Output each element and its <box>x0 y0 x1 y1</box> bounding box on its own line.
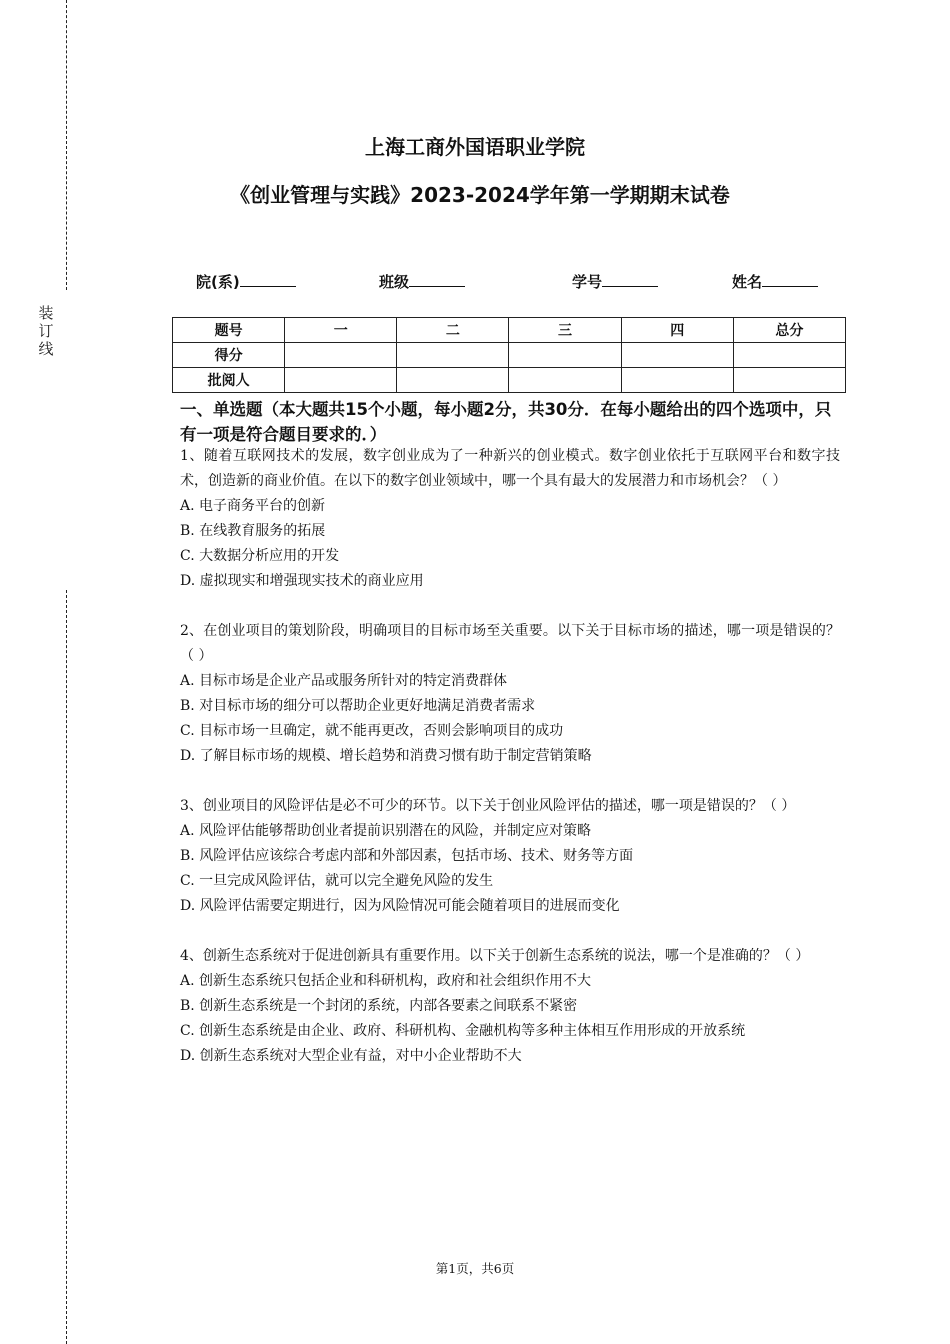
name-field[interactable] <box>732 270 818 292</box>
question-list <box>180 444 840 1094</box>
binding-char: 订 <box>38 322 54 340</box>
score-header-cell: 一 <box>285 318 397 343</box>
reviewer-cell[interactable] <box>397 368 509 393</box>
option-d[interactable]: D. 创新生态系统对大型企业有益，对中小企业帮助不大 <box>180 1048 522 1064</box>
reviewer-cell[interactable] <box>621 368 733 393</box>
option-c[interactable]: C. 大数据分析应用的开发 <box>180 548 340 564</box>
section-heading: 一、单选题（本大题共15个小题，每小题2分，共30分．在每小题给出的四个选项中，只有一项是符合题目要求的．） <box>180 400 832 444</box>
reviewer-row <box>173 368 846 393</box>
option-b[interactable]: B. 在线教育服务的拓展 <box>180 523 326 539</box>
binding-label <box>36 304 56 358</box>
question-3 <box>180 794 840 919</box>
score-cell[interactable] <box>397 343 509 368</box>
score-header-cell: 二 <box>397 318 509 343</box>
student-info-row <box>0 270 950 292</box>
option-a[interactable]: A. 目标市场是企业产品或服务所针对的特定消费群体 <box>180 673 508 689</box>
score-header-cell: 题号 <box>173 318 285 343</box>
class-field[interactable] <box>379 270 465 292</box>
page-footer: 第1页，共6页 <box>435 1261 515 1276</box>
score-row-label: 得分 <box>173 343 285 368</box>
question-1 <box>180 444 840 594</box>
question-stem: 4、创新生态系统对于促进创新具有重要作用。以下关于创新生态系统的说法，哪一个是准确的？（ ） <box>180 948 810 964</box>
student-no-blank[interactable] <box>602 270 658 287</box>
binding-line-bottom <box>66 590 67 1344</box>
option-b[interactable]: B. 风险评估应该综合考虑内部和外部因素，包括市场、技术、财务等方面 <box>180 848 634 864</box>
score-cell[interactable] <box>285 343 397 368</box>
score-table <box>172 317 846 393</box>
option-b[interactable]: B. 创新生态系统是一个封闭的系统，内部各要素之间联系不紧密 <box>180 998 578 1014</box>
student-no-field[interactable] <box>572 270 658 292</box>
option-c[interactable]: C. 创新生态系统是由企业、政府、科研机构、金融机构等多种主体相互作用形成的开放系统 <box>180 1023 746 1039</box>
score-header-cell: 三 <box>509 318 621 343</box>
class-label: 班级 <box>379 273 410 291</box>
option-b[interactable]: B. 对目标市场的细分可以帮助企业更好地满足消费者需求 <box>180 698 536 714</box>
score-cell[interactable] <box>733 343 845 368</box>
score-header-cell: 总分 <box>733 318 845 343</box>
binding-char: 装 <box>38 304 54 322</box>
exam-title: 《创业管理与实践》2023-2024学年第一学期期末试卷 <box>230 183 730 207</box>
option-a[interactable]: A. 电子商务平台的创新 <box>180 498 326 514</box>
score-cell[interactable] <box>621 343 733 368</box>
class-blank[interactable] <box>409 270 465 287</box>
dept-field[interactable] <box>196 270 296 292</box>
question-4 <box>180 944 840 1069</box>
score-table-header-row <box>173 318 846 343</box>
option-a[interactable]: A. 风险评估能够帮助创业者提前识别潜在的风险，并制定应对策略 <box>180 823 592 839</box>
reviewer-cell[interactable] <box>285 368 397 393</box>
score-cell[interactable] <box>509 343 621 368</box>
score-header-cell: 四 <box>621 318 733 343</box>
name-blank[interactable] <box>762 270 818 287</box>
school-title: 上海工商外国语职业学院 <box>365 135 585 159</box>
score-row <box>173 343 846 368</box>
dept-label: 院(系) <box>196 273 240 291</box>
option-d[interactable]: D. 了解目标市场的规模、增长趋势和消费习惯有助于制定营销策略 <box>180 748 592 764</box>
reviewer-row-label: 批阅人 <box>173 368 285 393</box>
reviewer-cell[interactable] <box>509 368 621 393</box>
option-d[interactable]: D. 虚拟现实和增强现实技术的商业应用 <box>180 573 424 589</box>
question-stem: 2、在创业项目的策划阶段，明确项目的目标市场至关重要。以下关于目标市场的描述，哪一项是错误的？（ ） <box>180 623 840 664</box>
option-d[interactable]: D. 风险评估需要定期进行，因为风险情况可能会随着项目的进展而变化 <box>180 898 620 914</box>
student-no-label: 学号 <box>572 273 603 291</box>
option-a[interactable]: A. 创新生态系统只包括企业和科研机构，政府和社会组织作用不大 <box>180 973 592 989</box>
question-stem: 3、创业项目的风险评估是必不可少的环节。以下关于创业风险评估的描述，哪一项是错误的？（ ） <box>180 798 796 814</box>
option-c[interactable]: C. 一旦完成风险评估，就可以完全避免风险的发生 <box>180 873 494 889</box>
binding-char: 线 <box>38 340 54 358</box>
dept-blank[interactable] <box>240 270 296 287</box>
reviewer-cell[interactable] <box>733 368 845 393</box>
name-label: 姓名 <box>732 273 763 291</box>
question-stem: 1、随着互联网技术的发展，数字创业成为了一种新兴的创业模式。数字创业依托于互联网平台和数字技术，创造新的商业价值。在以下的数字创业领域中，哪一个具有最大的发展潜力和市场机会？（ ） <box>180 448 840 489</box>
option-c[interactable]: C. 目标市场一旦确定，就不能再更改，否则会影响项目的成功 <box>180 723 564 739</box>
question-2 <box>180 619 840 769</box>
